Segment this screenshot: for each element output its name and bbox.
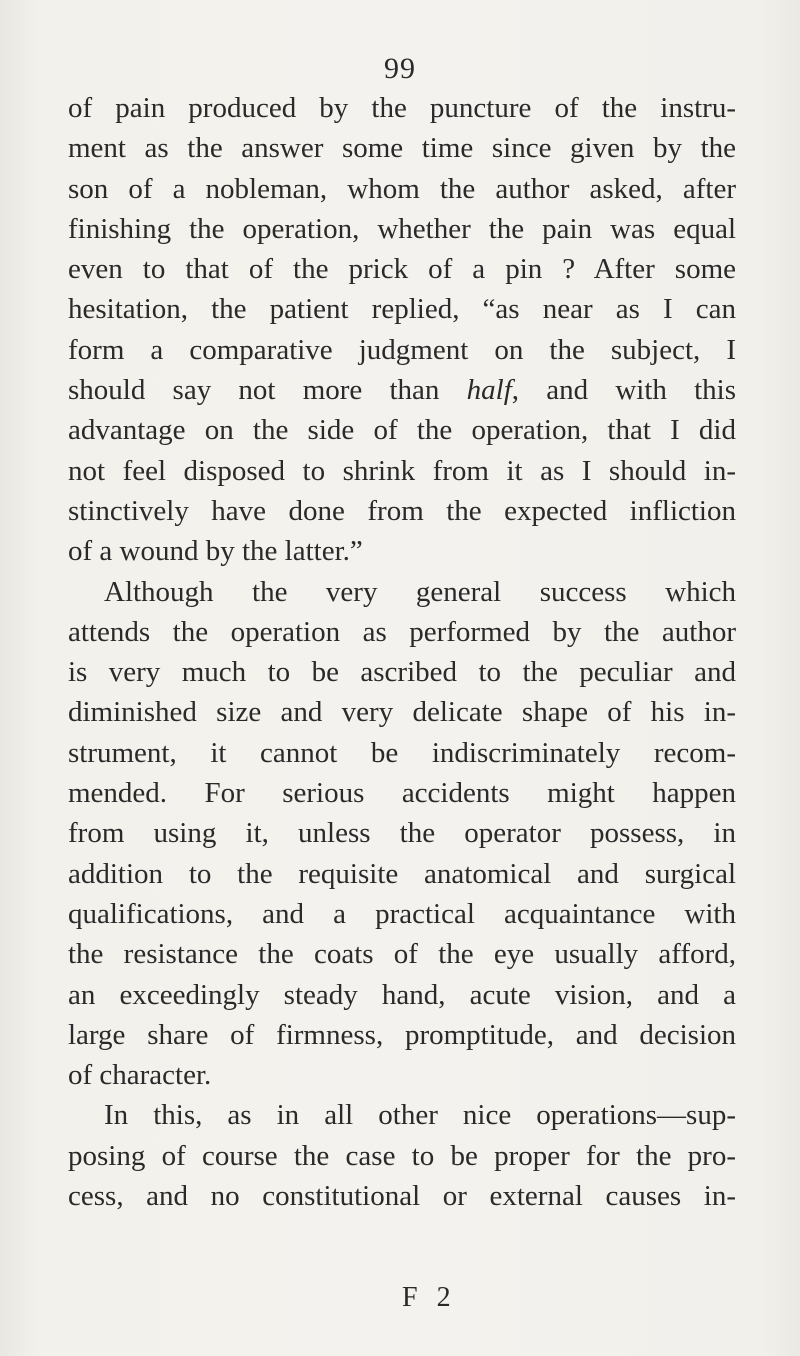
body-text	[68, 88, 736, 1216]
text-line: mended. For serious accidents might happen	[68, 777, 736, 810]
text-line: finishing the operation, whether the pain was equal	[68, 212, 736, 245]
page-number: 99	[384, 52, 416, 85]
text-line: cess, and no constitutional or external causes in-	[68, 1180, 736, 1213]
text-line	[68, 370, 736, 410]
text-line: ment as the answer some time since given by the	[68, 132, 736, 165]
paragraph-1	[68, 88, 736, 572]
text-line: strument, it cannot be indiscriminately recom-	[68, 736, 736, 769]
text-line: form a comparative judgment on the subject, I	[68, 333, 736, 366]
text-line: advantage on the side of the operation, that I did	[68, 414, 736, 447]
text-line: large share of firmness, promptitude, and decision	[68, 1018, 736, 1051]
text-line: an exceedingly steady hand, acute vision, and a	[68, 978, 736, 1011]
text-line: even to that of the prick of a pin ? After some	[68, 253, 736, 286]
text-line: is very much to be ascribed to the peculiar and	[68, 656, 736, 689]
text-line: from using it, unless the operator possess, in	[68, 817, 736, 850]
text-line: qualifications, and a practical acquaintance with	[68, 897, 736, 930]
text-line: stinctively have done from the expected infliction	[68, 494, 736, 527]
text-line: of a wound by the latter.”	[68, 535, 363, 568]
text-line: Although the very general success which	[104, 575, 736, 608]
text-line: In this, as in all other nice operations—sup-	[104, 1099, 736, 1132]
text-line: son of a nobleman, whom the author asked, after	[68, 172, 736, 205]
text-line: of pain produced by the puncture of the instru-	[68, 92, 736, 124]
text-segment: should say not more than	[68, 374, 467, 407]
text-line: posing of course the case to be proper for the pro-	[68, 1139, 736, 1172]
text-line: hesitation, the patient replied, “as near as I can	[68, 293, 736, 326]
paragraph-2	[68, 572, 736, 1096]
text-line: of character.	[68, 1059, 212, 1092]
text-line: diminished size and very delicate shape of his in-	[68, 696, 736, 729]
text-line: the resistance the coats of the eye usually afford,	[68, 938, 736, 971]
text-segment: , and with this	[511, 374, 736, 407]
text-line: attends the operation as performed by the author	[68, 615, 736, 648]
text-line: not feel disposed to shrink from it as I should in-	[68, 454, 736, 487]
signature-mark: F 2	[402, 1282, 457, 1313]
paragraph-3	[68, 1095, 736, 1216]
text-line: addition to the requisite anatomical and surgical	[68, 857, 736, 890]
italic-word: half	[466, 374, 512, 407]
